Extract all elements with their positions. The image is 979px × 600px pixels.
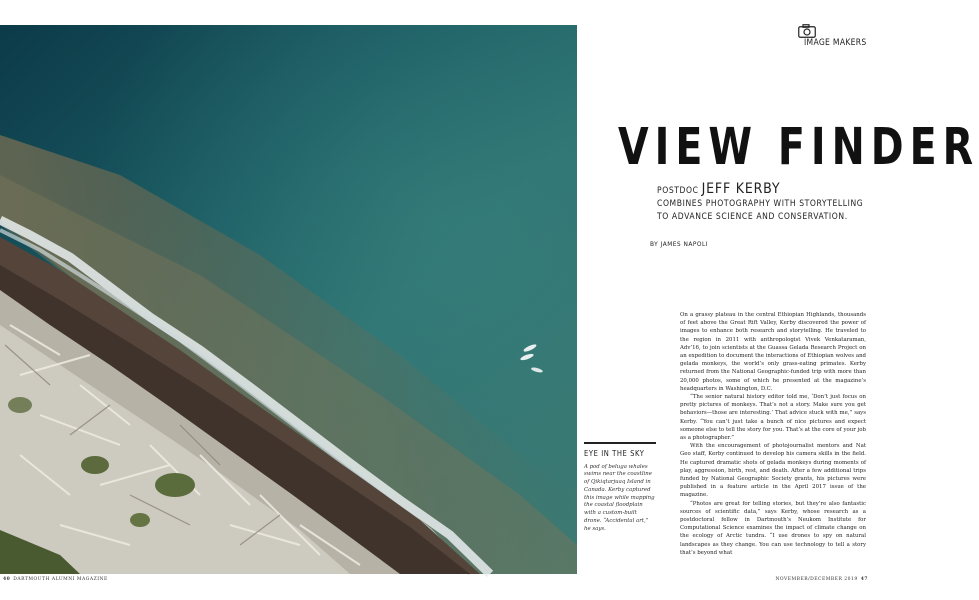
magazine-name: DARTMOUTH ALUMNI MAGAZINE	[13, 577, 108, 582]
aerial-photo-belugas	[0, 25, 577, 574]
issue-date: NOVEMBER/DECEMBER 2019	[775, 577, 858, 582]
caption-rule	[584, 442, 656, 444]
caption-title: EYE IN THE SKY	[584, 448, 645, 458]
photo-caption	[584, 442, 656, 534]
dek-line-1: COMBINES PHOTOGRAPHY WITH STORYTELLING	[657, 199, 864, 209]
camera-icon	[798, 24, 816, 38]
dek-line-2: TO ADVANCE SCIENCE AND CONSERVATION.	[657, 212, 848, 222]
byline: BY JAMES NAPOLI	[650, 240, 708, 248]
section-tag	[798, 24, 866, 48]
body-paragraph-1: On a grassy plateau in the central Ethiopian Highlands, thousands of feet above the Great Rift Valley, Kerby discovered the power of images to enhance both research and storytelling. He traveled to the region in 2011 with anthropologist Vivek Venkataraman, Adv’16, to join scientists at the Guassa Gelada Research Project on an expedition to document the interactions of Ethiopian wolves and gelada monkeys, the world’s only grass-eating primates. Kerby returned from the National Geographic-funded trip with more than 20,000 photos, some of which he presented at the magazine’s headquarters in Washington, D.C.	[680, 312, 866, 392]
footer-right	[775, 577, 868, 582]
dek-kicker: POSTDOC	[657, 186, 699, 196]
body-paragraph-2: “The senior natural history editor told me, ‘Don’t just focus on pretty pictures of monkeys. That’s not a story. Make sure you get behaviors—those are interesting.’ That advice stuck with me,” says Kerby. “You can’t just take a bunch of nice pictures and expect someone else to tell the story for you. That’s at the core of your job as a photographer.”	[680, 394, 866, 442]
body-paragraph-3: With the encouragement of photojournalist mentors and Nat Geo staff, Kerby continued to develop his camera skills in the field. He captured dramatic shots of gelada monkeys during moments of play, aggression, birth, rest, and death. After a few additional trips funded by National Geographic Society grants, his pictures were published in a feature article in the April 2017 issue of the magazine.	[680, 443, 866, 499]
headline: VIEW FINDER	[618, 118, 979, 177]
page-number-right: 47	[860, 577, 868, 582]
caption-text: A pod of beluga whales swims near the coastline of Qikiqtarjuaq Island in Canada. Kerby captured this image while mapping the coastal floodplain with a custom-built drone. “Accidental art,” he says.	[584, 463, 655, 532]
page-number-left: 40	[3, 577, 11, 582]
dek	[657, 183, 867, 224]
footer-left	[3, 577, 108, 582]
dek-name: JEFF KERBY	[701, 181, 781, 197]
article-body	[680, 311, 866, 557]
body-paragraph-4: “Photos are great for telling stories, but they’re also fantastic sources of scientific data,” says Kerby, whose research as a postdoctoral fellow in Dartmouth’s Neukom Institute for Computational Science examines the impact of climate change on the ecology of Arctic tundra. “I use drones to spy on natural landscapes as they change. You can use technology to tell a story that’s beyond what	[680, 500, 866, 556]
section-tag-label: IMAGE MAKERS	[804, 38, 867, 48]
